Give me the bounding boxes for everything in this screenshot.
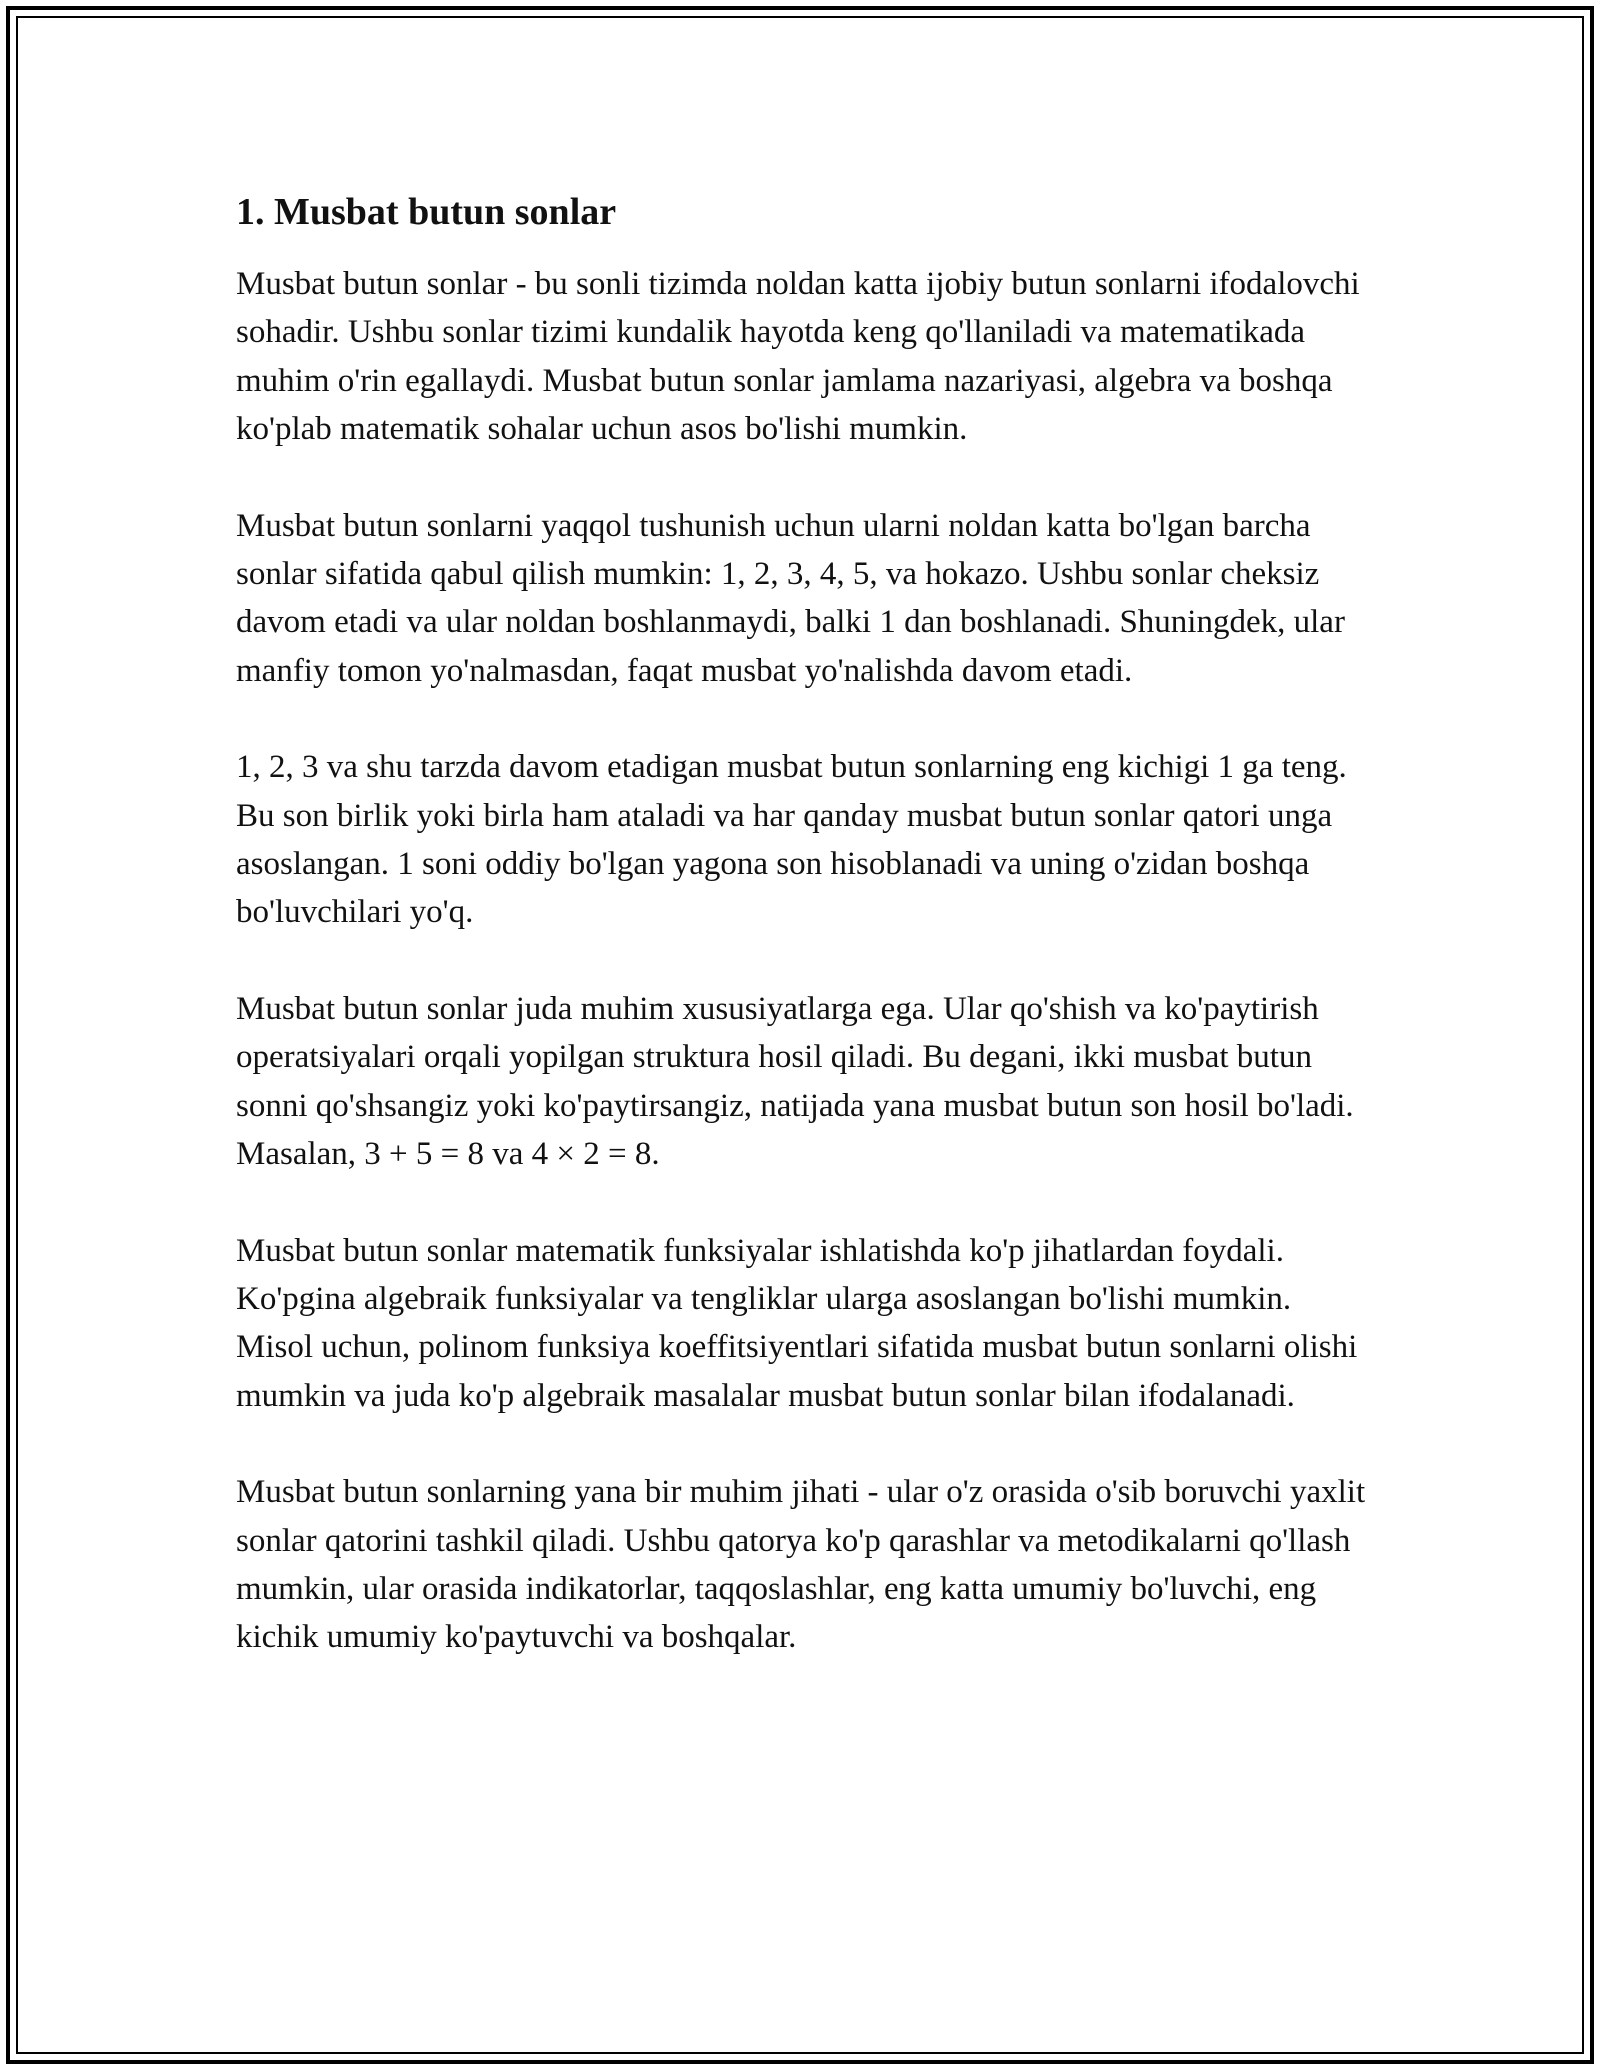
section-heading: 1. Musbat butun sonlar xyxy=(236,191,617,233)
document-body xyxy=(236,186,1366,1710)
paragraph-3: 1, 2, 3 va shu tarzda davom etadigan musbat butun sonlarning eng kichigi 1 ga teng. Bu son birlik yoki birla ham ataladi va har qanday musbat butun sonlar qatori unga asoslangan. 1 soni oddiy bo'lgan yagona son hisoblanadi va uning o'zidan boshqa bo'luvchilari yo'q. xyxy=(236,749,1347,931)
paragraph-4: Musbat butun sonlar juda muhim xususiyatlarga ega. Ular qo'shish va ko'paytirish operatsiyalari orqali yopilgan struktura hosil qiladi. Bu degani, ikki musbat butun sonni qo'shsangiz yoki ko'paytirsangiz, natijada yana musbat butun son hosil bo'ladi. Masalan, 3 + 5 = 8 va 4 × 2 = 8. xyxy=(236,990,1354,1173)
paragraph-5: Musbat butun sonlar matematik funksiyalar ishlatishda ko'p jihatlardan foydali. Ko'pgina algebraik funksiyalar va tengliklar ularga asoslangan bo'lishi mumkin. Misol uchun, polinom funksiya koeffitsiyentlari sifatida musbat butun sonlarni olishi mumkin va juda ko'p algebraik masalalar musbat butun sonlar bilan ifodalanadi. xyxy=(236,1232,1358,1414)
paragraph-6: Musbat butun sonlarning yana bir muhim jihati - ular o'z orasida o'sib boruvchi yaxlit sonlar qatorini tashkil qiladi. Ushbu qatorya ko'p qarashlar va metodikalarni qo'llash mumkin, ular orasida indikatorlar, taqqoslashlar, eng katta umumiy bo'luvchi, eng kichik umumiy ko'paytuvchi va boshqalar. xyxy=(236,1474,1366,1656)
paragraph-1: Musbat butun sonlar - bu sonli tizimda noldan katta ijobiy butun sonlarni ifodalovchi sohadir. Ushbu sonlar tizimi kundalik hayotda keng qo'llaniladi va matematikada muhim o'rin egallaydi. Musbat butun sonlar jamlama nazariyasi, algebra va boshqa ko'plab matematik sohalar uchun asos bo'lishi mumkin. xyxy=(236,266,1360,448)
paragraph-2: Musbat butun sonlarni yaqqol tushunish uchun ularni noldan katta bo'lgan barcha sonlar sifatida qabul qilish mumkin: 1, 2, 3, 4, 5, va hokazo. Ushbu sonlar cheksiz davom etadi va ular noldan boshlanmaydi, balki 1 dan boshlanadi. Shuningdek, ular manfiy tomon yo'nalmasdan, faqat musbat yo'nalishda davom etadi. xyxy=(236,507,1345,689)
